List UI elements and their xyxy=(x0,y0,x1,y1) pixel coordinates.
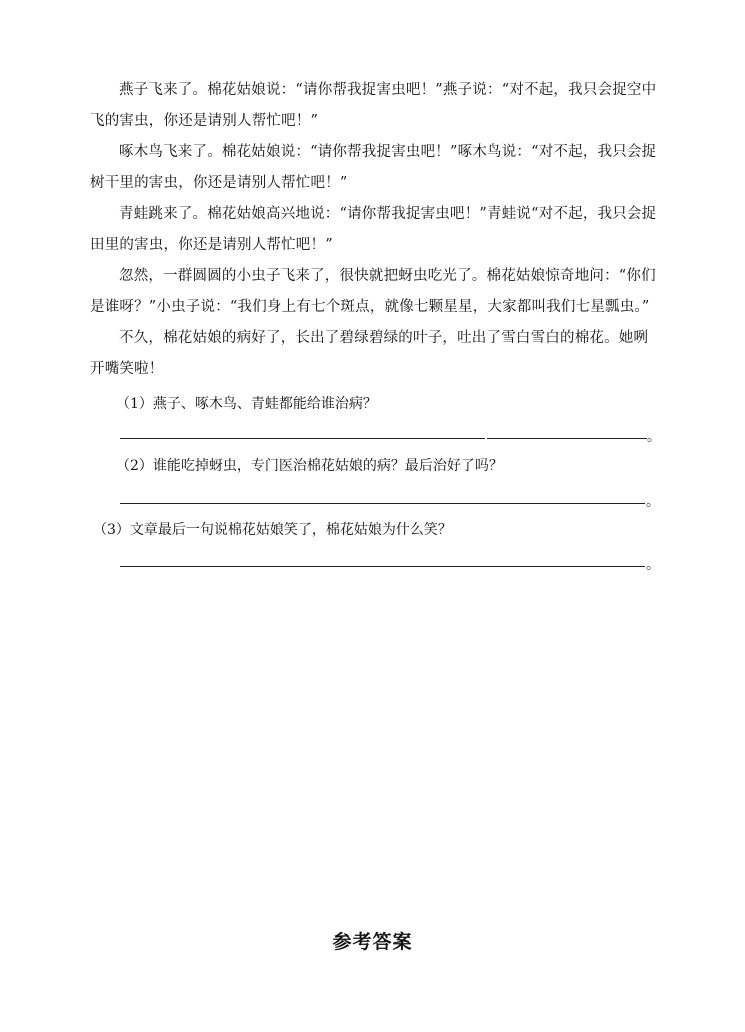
story-paragraph-ladybug: 忽然，一群圆圆的小虫子飞来了，很快就把蚜虫吃光了。棉花姑娘惊奇地问：“你们是谁呀？”小虫子说：“我们身上有七个斑点，就像七颗星星，大家都叫我们七星瓢虫。” xyxy=(90,268,656,315)
answer-1-period: 。 xyxy=(647,429,661,445)
answer-line-2[interactable] xyxy=(120,503,645,504)
answer-3-period: 。 xyxy=(646,557,660,573)
question-2: （2）谁能吃掉蚜虫，专门医治棉花姑娘的病？最后治好了吗？ xyxy=(116,458,503,474)
answer-key-title: 参考答案 xyxy=(332,931,413,953)
story-paragraph-ending: 不久，棉花姑娘的病好了，长出了碧绿碧绿的叶子，吐出了雪白雪白的棉花。她咧开嘴笑啦！ xyxy=(90,330,649,377)
answer-line-1b[interactable] xyxy=(487,438,647,439)
story-paragraph-frog: 青蛙跳来了。棉花姑娘高兴地说：“请你帮我捉害虫吧！”青蛙说“对不起，我只会捉田里的害虫，你还是请别人帮忙吧！” xyxy=(90,206,657,253)
answer-line-1a[interactable] xyxy=(120,438,485,439)
question-3: （3）文章最后一句说棉花姑娘笑了，棉花姑娘为什么笑？ xyxy=(93,522,452,538)
answer-2-period: 。 xyxy=(646,494,660,510)
answer-line-3[interactable] xyxy=(120,566,645,567)
story-paragraph-swallow: 燕子飞来了。棉花姑娘说：“请你帮我捉害虫吧！”燕子说：“对不起，我只会捉空中飞的害虫，你还是请别人帮忙吧！” xyxy=(90,82,657,129)
story-paragraph-woodpecker: 啄木鸟飞来了。棉花姑娘说：“请你帮我捉害虫吧！”啄木鸟说：“对不起，我只会捉树干里的害虫，你还是请别人帮忙吧！” xyxy=(90,144,657,191)
question-1: （1）燕子、啄木鸟、青蛙都能给谁治病？ xyxy=(116,396,377,412)
